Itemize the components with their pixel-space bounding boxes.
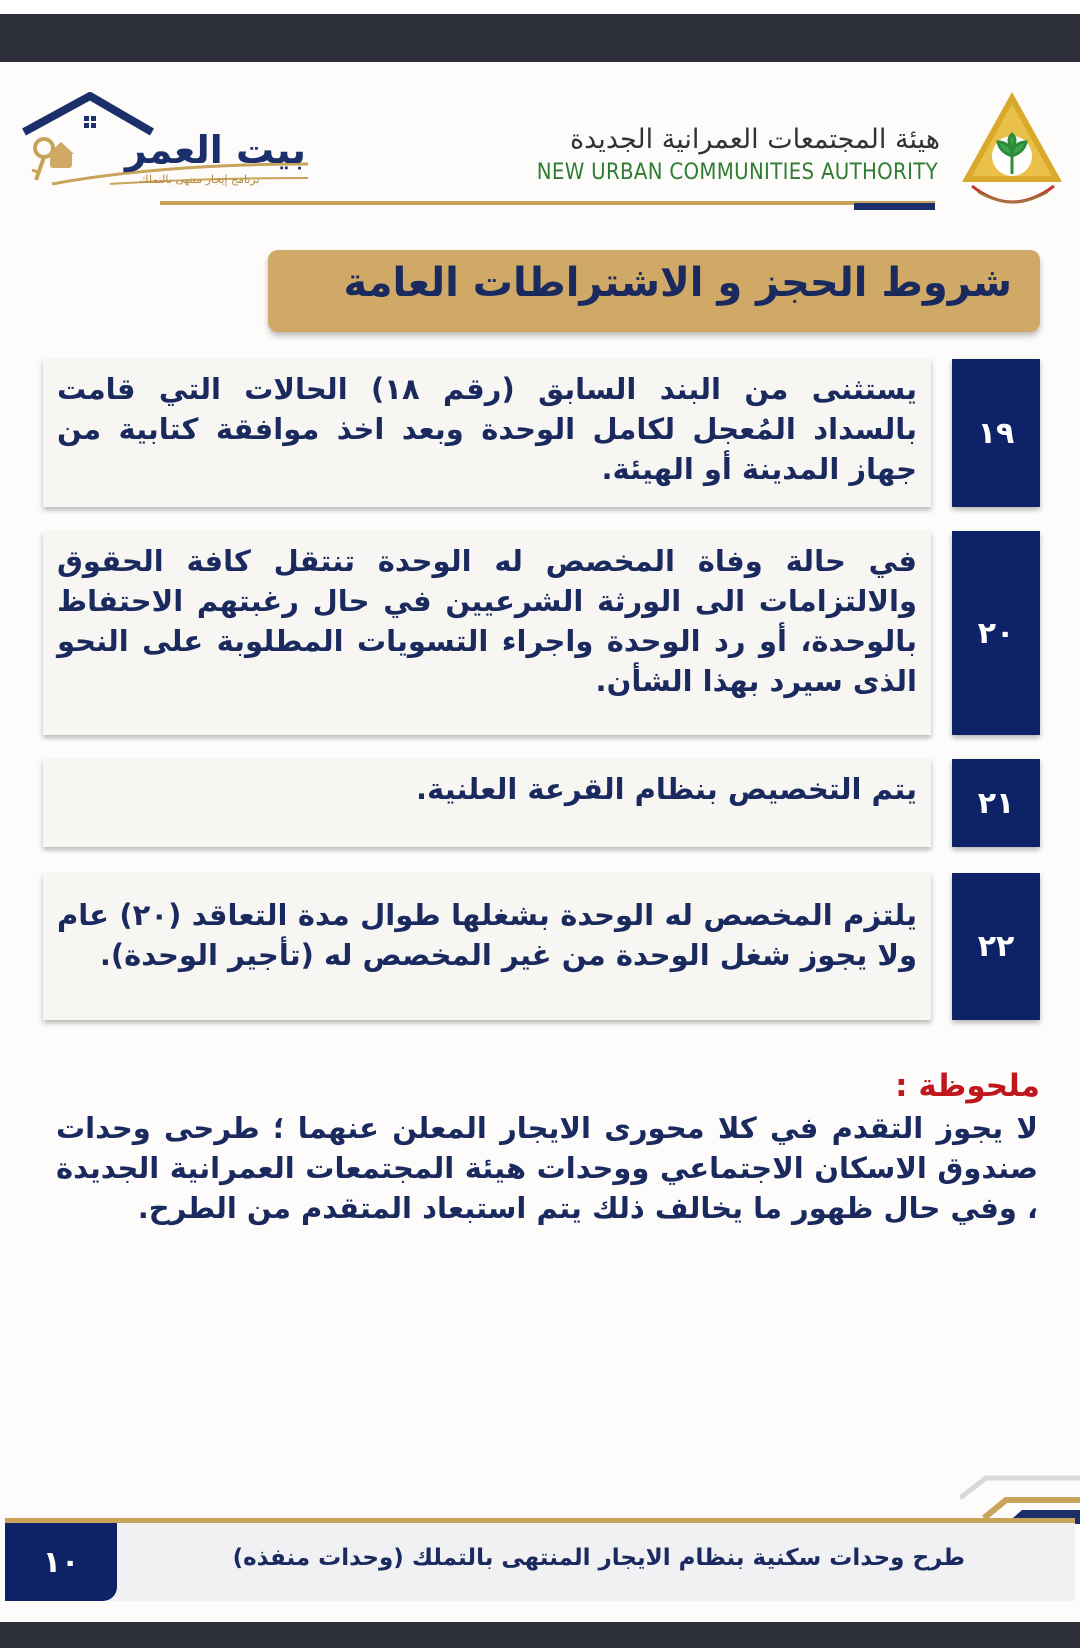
item-22-text: يلتزم المخصص له الوحدة بشغلها طوال مدة التعاقد (٢٠) عام ولا يجوز شغل الوحدة من غير المخصص له (تأجير الوحدة). [57,898,917,972]
section-title: شروط الحجز و الاشتراطات العامة [343,260,1012,306]
item-21-text-box [43,759,931,847]
header-divider [160,201,935,205]
authority-emblem-icon [958,90,1066,215]
note-title: ملحوظة : [895,1068,1040,1104]
footer-text: طرح وحدات سكنية بنظام الايجار المنتهى بالتملك (وحدات منفذه) [232,1545,965,1571]
item-21-number-box [952,759,1040,847]
note-body: لا يجوز التقدم في كلا محورى الايجار المعلن عنهما ؛ طرحى وحدات صندوق الاسكان الاجتماعي ووحدات هيئة المجتمعات العمرانية الجديدة ، وفي حال ظهور ما يخالف ذلك يتم استبعاد المتقدم من الطرح. [56,1111,1038,1225]
page-number-box [5,1523,117,1601]
page-number: ١٠ [42,1544,80,1580]
item-22-text-box [43,873,931,1020]
brand-name: بيت العمر [124,128,306,172]
item-20-number: ٢٠ [977,615,1015,651]
item-19-number: ١٩ [977,415,1015,451]
authority-name-english: NEW URBAN COMMUNITIES AUTHORITY [536,160,938,185]
item-20-number-box [952,531,1040,735]
authority-name-arabic: هيئة المجتمعات العمرانية الجديدة [569,124,940,155]
brand-tagline: برنامج إيجار منتهى بالتملك [139,173,260,186]
item-20-text-box [43,531,931,735]
item-21-number: ٢١ [977,785,1015,821]
section-title-banner [268,250,1040,332]
header-accent [854,203,935,210]
item-22-number: ٢٢ [977,929,1015,964]
item-19-text-box [43,359,931,507]
item-19-text: يستثنى من البند السابق (رقم ١٨) الحالات التي قامت بالسداد المُعجل لكامل الوحدة وبعد اخذ موافقة كتابية من جهاز المدينة أو الهيئة. [57,372,918,486]
item-21-text: يتم التخصيص بنظام القرعة العلنية. [416,772,917,806]
item-19-number-box [952,359,1040,507]
top-dark-bar [0,14,1080,62]
item-22-number-box [952,873,1040,1020]
top-edge [0,0,1080,14]
bottom-dark-bar [0,1622,1080,1648]
item-20-text: في حالة وفاة المخصص له الوحدة تنتقل كافة الحقوق والالتزامات الى الورثة الشرعيين في حال رغبتهم الاحتفاظ بالوحدة، أو رد الوحدة واجراء التسويات المطلوبة على النحو الذى سيرد بهذا الشأن. [57,544,917,698]
